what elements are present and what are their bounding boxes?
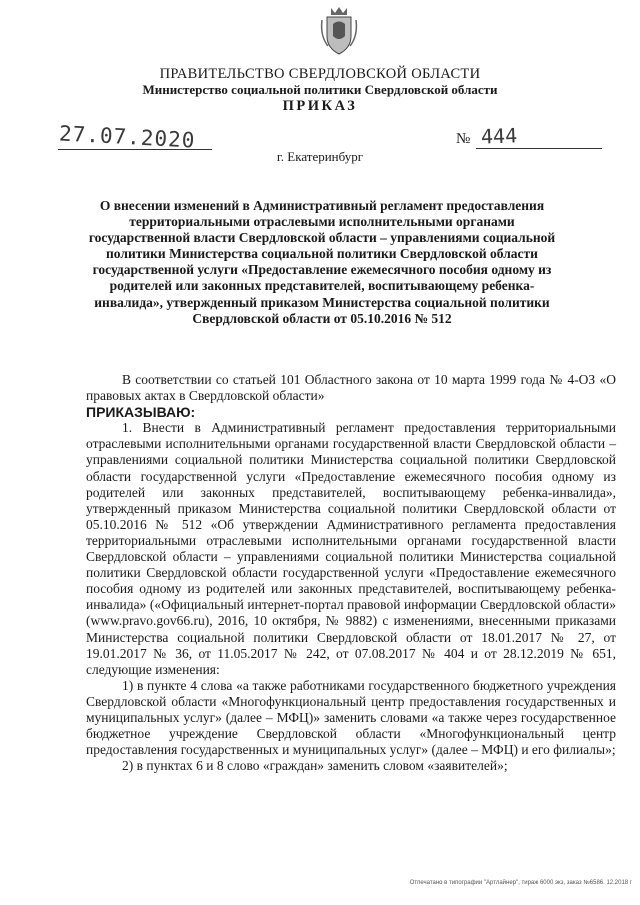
preamble: В соответствии со статьей 101 Областного закона от 10 марта 1999 года № 4-ОЗ «О правовых актах в Свердловской области» xyxy=(86,372,616,404)
number-sign: № xyxy=(456,131,471,147)
order-date: 27.07.2020 xyxy=(58,121,196,153)
sverdlovsk-coat-of-arms-icon xyxy=(319,6,359,56)
order-number: 444 xyxy=(480,123,518,149)
document-body xyxy=(86,372,616,774)
prikazyvayu-heading: ПРИКАЗЫВАЮ: xyxy=(86,404,196,421)
subitem-2: 2) в пунктах 6 и 8 слово «граждан» заменить словом «заявителей»; xyxy=(122,758,508,774)
subitem-1: 1) в пункте 4 слова «а также работниками государственного бюджетного учреждения Свердловской области «Многофункциональный центр предоставления государственных и муниципальных услуг» (далее – МФЦ)» заменить словами «а также через государственное бюджетное учреждение Свердловской области «Многофункциональный центр предоставления государственных и муниципальных услуг» (далее – МФЦ) и его филиалы»; xyxy=(86,677,616,758)
ministry-name: Министерство социальной политики Свердловской области xyxy=(142,82,498,97)
item-1: 1. Внести в Административный регламент предоставления территориальными отраслевыми исполнительными органами государственной власти Свердловской области – управлениями социальной политики Министерства социальной политики Свердловской области государственной услуги «Предоставление ежемесячного пособия одному из родителей или законных представителей, воспитывающему ребенка-инвалида», утвержденный приказом Министерства социальной политики Свердловской области от 05.10.2016 № 512 «Об утверждении Административного регламента предоставления территориальными отраслевыми исполнительными органами государственной власти Свердловской области – управлениями социальной политики Министерства социальной политики Свердловской области государственной услуги «Предоставление ежемесячного пособия одному из родителей или законных представителей, воспитывающему ребенка-инвалида» («Официальный интернет-портал правовой информации Свердловской области» (www.pravo.gov66.ru), 2016, 10 октября, № 9882) с изменениями, внесенными приказами Министерства социальной политики Свердловской области от 18.01.2017 № 27, от 19.01.2017 № 36, от 11.05.2017 № 242, от 07.08.2017 № 404 и от 28.12.2019 № 651, следующие изменения: xyxy=(86,420,616,677)
government-name: ПРАВИТЕЛЬСТВО СВЕРДЛОВСКОЙ ОБЛАСТИ xyxy=(159,66,481,82)
document-title: О внесении изменений в Административный регламент предоставления территориальными отраслевыми исполнительными органами государственной власти Свердловской области – управлениями социальной политики Министерства социальной политики Свердловской области государственной услуги «Предоставление ежемесячного пособия одному из родителей или законных представителей, воспитывающему ребенка-инвалида», утвержденный приказом Министерства социальной политики Свердловской области от 05.10.2016 № 512 xyxy=(88,198,556,326)
print-footer: Отпечатано в типографии "Артлайнер", тираж 6000 экз, заказ №6586. 12.2018 г xyxy=(409,880,632,886)
document-type: ПРИКАЗ xyxy=(282,98,358,114)
city: г. Екатеринбург xyxy=(276,149,364,164)
